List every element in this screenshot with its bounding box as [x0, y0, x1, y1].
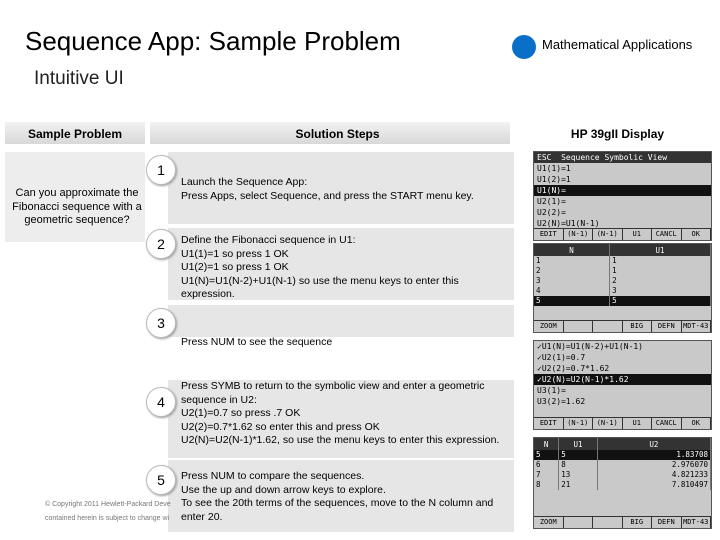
calc-row: ✓U2(1)=0.7	[537, 353, 586, 362]
step-number-5: 5	[146, 465, 176, 495]
calc-row: U1(2)=1	[537, 175, 571, 184]
calc-screen-header: ESC Sequence Symbolic View	[534, 152, 711, 163]
calc-menu-bar: ZOOM BIG DEFN MDT-43	[534, 320, 711, 332]
calc-table: N U1 U2 5 5 1.83708 6 8 2.976070 7 13 4.821233 8 21 7.810497	[534, 438, 711, 490]
brand-dot-icon	[512, 35, 536, 59]
calc-menu-bar: EDIT (N-1) (N-1) U1 CANCL OK	[534, 228, 711, 240]
step-number-4: 4	[146, 387, 176, 417]
calc-menu-bar: ZOOM BIG DEFN MDT-43	[534, 516, 711, 528]
calc-row-selected: ✓U2(N)=U2(N-1)*1.62	[534, 374, 711, 385]
calc-screen-numeric	[533, 243, 712, 333]
calc-row: U1(1)=1	[537, 164, 571, 173]
calc-menu-bar: EDIT (N-1) (N-1) U1 CANCL OK	[534, 417, 711, 429]
calc-table: N U1 1 1 2 1 3 2 4 3 5 5	[534, 244, 711, 306]
calc-row: ✓U2(2)=0.7*1.62	[537, 364, 610, 373]
display-column-header: HP 39gII Display	[570, 127, 665, 141]
calc-row: U2(N)=U1(N-1)	[537, 219, 600, 228]
copyright-line-1: © Copyright 2011 Hewlett-Packard Deve	[45, 501, 171, 508]
steps-column-header: Solution Steps	[295, 127, 380, 141]
problem-column-header: Sample Problem	[27, 127, 123, 141]
sample-question: Can you approximate the Fibonacci sequence with a geometric sequence?	[12, 187, 142, 226]
calc-row: ✓U1(N)=U1(N-2)+U1(N-1)	[537, 342, 643, 351]
copyright-line-2: contained herein is subject to change wi	[45, 515, 170, 522]
step-text-1: Launch the Sequence App: Press Apps, select Sequence, and press the START menu key.	[181, 176, 474, 202]
step-panel-3	[168, 305, 514, 337]
step-text-5: Press NUM to compare the sequences. Use the up and down arrow keys to explore. To see the 20th terms of the sequences, move to the N column and enter 20.	[181, 470, 494, 523]
step-text-3: Press NUM to see the sequence	[181, 336, 333, 348]
calc-row: U2(2)=	[537, 208, 566, 217]
step-number-3: 3	[146, 308, 176, 338]
brand-label: Mathematical Applications	[542, 37, 693, 52]
page-title: Sequence App: Sample Problem	[25, 26, 401, 56]
step-number-1: 1	[146, 155, 176, 185]
step-text-4: Press SYMB to return to the symbolic view and enter a geometric sequence in U2: U2(1)=0.7 so press .7 OK U2(2)=0.7*1.62 so enter this and press OK U2(N)=U2(N-1)*1.62, so use the menu keys to enter this expression.	[181, 380, 500, 446]
calc-screen-compare	[533, 437, 712, 529]
calc-row-selected: U1(N)=	[534, 185, 711, 196]
step-number-2: 2	[146, 229, 176, 259]
step-text-2: Define the Fibonacci sequence in U1: U1(1)=1 so press 1 OK U1(2)=1 so press 1 OK U1(N)=U1(N-2)+U1(N-1) so use the menu keys to enter this expression.	[181, 234, 459, 300]
calc-row: U3(1)=	[537, 386, 566, 395]
calc-row: U2(1)=	[537, 197, 566, 206]
calc-screen-symbolic-u2	[533, 340, 712, 430]
calc-screen-symbolic	[533, 151, 712, 241]
page-subtitle: Intuitive UI	[34, 68, 124, 89]
calc-row: U3(2)=1.62	[537, 397, 586, 406]
